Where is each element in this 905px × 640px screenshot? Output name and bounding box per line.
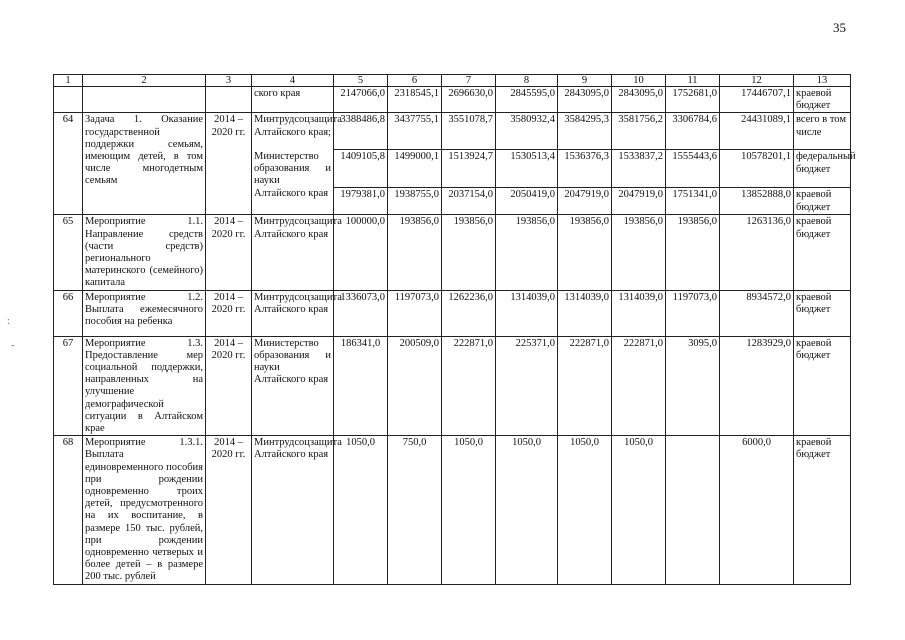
value-cell: 2843095,0 (558, 87, 612, 113)
row-number: 67 (54, 336, 83, 436)
value-cell: 1314039,0 (558, 290, 612, 336)
value-cell: 1197073,0 (388, 290, 442, 336)
value-cell: 1283929,0 (720, 336, 794, 436)
value-cell: 10578201,1 (720, 150, 794, 188)
column-header: 10 (612, 75, 666, 87)
value-cell: 3095,0 (666, 336, 720, 436)
value-cell: 1938755,0 (388, 188, 442, 215)
value-cell: 1336073,0 (334, 290, 388, 336)
value-cell: 193856,0 (388, 215, 442, 290)
value-cell: 222871,0 (612, 336, 666, 436)
column-header: 1 (54, 75, 83, 87)
value-cell: 186341,0 (334, 336, 388, 436)
value-cell: 2318545,1 (388, 87, 442, 113)
value-cell: 1050,0 (496, 436, 558, 584)
value-cell: 2845595,0 (496, 87, 558, 113)
value-cell: 1197073,0 (666, 290, 720, 336)
value-cell: 3581756,2 (612, 113, 666, 150)
period-cell: 2014 – 2020 гг. (206, 436, 252, 584)
value-cell: 2843095,0 (612, 87, 666, 113)
value-cell: 1050,0 (442, 436, 496, 584)
value-cell: 193856,0 (442, 215, 496, 290)
measure-name: Задача 1. Оказание государственной поддержки семьям, имеющим детей, в том числе многодетным семьям (83, 113, 206, 215)
budget-table (53, 74, 856, 585)
value-cell: 1050,0 (558, 436, 612, 584)
value-cell: 2050419,0 (496, 188, 558, 215)
column-header: 3 (206, 75, 252, 87)
value-cell: 2047919,0 (558, 188, 612, 215)
table-row (54, 87, 851, 113)
margin-mark: : (7, 316, 10, 327)
measure-name: Мероприятие 1.3.1. Выплата единовременного пособия при рождении одновременно троих детей, предусмотренного на их воспитание, в размере 150 тыс. рублей, при рождении одновременно четверых и более детей – в размере 200 тыс. рублей (83, 436, 206, 584)
executor-cell: Минтрудсоцзащита Алтайского края (252, 215, 334, 290)
column-header: 8 (496, 75, 558, 87)
margin-mark: - (11, 340, 15, 351)
value-cell: 222871,0 (442, 336, 496, 436)
value-cell: 100000,0 (334, 215, 388, 290)
period-cell: 2014 – 2020 гг. (206, 336, 252, 436)
column-header-row (54, 75, 851, 87)
value-cell: 1530513,4 (496, 150, 558, 188)
value-cell: 1050,0 (612, 436, 666, 584)
executor-cell: Министерство образования и науки Алтайского края (252, 336, 334, 436)
value-cell: 2696630,0 (442, 87, 496, 113)
value-cell: 8934572,0 (720, 290, 794, 336)
source-cell: краевой бюджет (794, 436, 851, 584)
value-cell: 193856,0 (558, 215, 612, 290)
value-cell: 1536376,3 (558, 150, 612, 188)
period-cell: 2014 – 2020 гг. (206, 290, 252, 336)
executor-cell: Министерство образования и науки Алтайского края (252, 150, 334, 215)
value-cell: 225371,0 (496, 336, 558, 436)
column-header: 13 (794, 75, 851, 87)
row-number: 65 (54, 215, 83, 290)
row-number: 64 (54, 113, 83, 215)
value-cell: 193856,0 (612, 215, 666, 290)
value-cell: 6000,0 (720, 436, 794, 584)
value-cell: 3388486,8 (334, 113, 388, 150)
period-cell: 2014 – 2020 гг. (206, 113, 252, 215)
executor-cell: Минтрудсоцзащита Алтайского края (252, 290, 334, 336)
value-cell: 1050,0 (334, 436, 388, 584)
value-cell: 1314039,0 (496, 290, 558, 336)
value-cell: 1533837,2 (612, 150, 666, 188)
value-cell: 1262236,0 (442, 290, 496, 336)
table-row (54, 215, 851, 290)
source-cell: всего в том числе (794, 113, 851, 150)
executor-cell: Минтрудсоцзащита Алтайского края; (252, 113, 334, 150)
value-cell: 3306784,6 (666, 113, 720, 150)
value-cell: 1499000,1 (388, 150, 442, 188)
value-cell: 3584295,3 (558, 113, 612, 150)
source-cell: краевой бюджет (794, 336, 851, 436)
row-number: 66 (54, 290, 83, 336)
value-cell: 1751341,0 (666, 188, 720, 215)
value-cell: 24431089,1 (720, 113, 794, 150)
row-number: 68 (54, 436, 83, 584)
measure-name: Мероприятие 1.2. Выплата ежемесячного пособия на ребенка (83, 290, 206, 336)
column-header: 11 (666, 75, 720, 87)
table-row (54, 113, 851, 150)
column-header: 6 (388, 75, 442, 87)
source-cell: краевой бюджет (794, 215, 851, 290)
column-header: 2 (83, 75, 206, 87)
column-header: 4 (252, 75, 334, 87)
table-row (54, 336, 851, 436)
value-cell: 1752681,0 (666, 87, 720, 113)
table-row (54, 290, 851, 336)
measure-name: Мероприятие 1.3. Предоставление мер социальной поддержки, направленных на улучшение демографической ситуации в Алтайском крае (83, 336, 206, 436)
measure-name: Мероприятие 1.1. Направление средств (части средств) регионального материнского (семейного) капитала (83, 215, 206, 290)
value-cell (666, 436, 720, 584)
source-cell: федеральный бюджет (794, 150, 851, 188)
value-cell: 2037154,0 (442, 188, 496, 215)
value-cell: 193856,0 (496, 215, 558, 290)
value-cell: 1409105,8 (334, 150, 388, 188)
value-cell: 13852888,0 (720, 188, 794, 215)
value-cell: 1513924,7 (442, 150, 496, 188)
value-cell: 1314039,0 (612, 290, 666, 336)
value-cell: 2047919,0 (612, 188, 666, 215)
source-cell: краевой бюджет (794, 87, 851, 113)
executor-cell: ского края (252, 87, 334, 113)
column-header: 7 (442, 75, 496, 87)
column-header: 9 (558, 75, 612, 87)
table-row (54, 436, 851, 584)
source-cell: краевой бюджет (794, 290, 851, 336)
period-cell: 2014 – 2020 гг. (206, 215, 252, 290)
executor-cell: Минтрудсоцзащита Алтайского края (252, 436, 334, 584)
value-cell: 193856,0 (666, 215, 720, 290)
value-cell: 3551078,7 (442, 113, 496, 150)
value-cell: 2147066,0 (334, 87, 388, 113)
column-header: 5 (334, 75, 388, 87)
value-cell: 1979381,0 (334, 188, 388, 215)
value-cell: 17446707,1 (720, 87, 794, 113)
source-cell: краевой бюджет (794, 188, 851, 215)
value-cell: 222871,0 (558, 336, 612, 436)
value-cell: 3580932,4 (496, 113, 558, 150)
value-cell: 750,0 (388, 436, 442, 584)
page-number: 35 (833, 20, 846, 35)
value-cell: 1263136,0 (720, 215, 794, 290)
value-cell: 200509,0 (388, 336, 442, 436)
column-header: 12 (720, 75, 794, 87)
value-cell: 1555443,6 (666, 150, 720, 188)
value-cell: 3437755,1 (388, 113, 442, 150)
